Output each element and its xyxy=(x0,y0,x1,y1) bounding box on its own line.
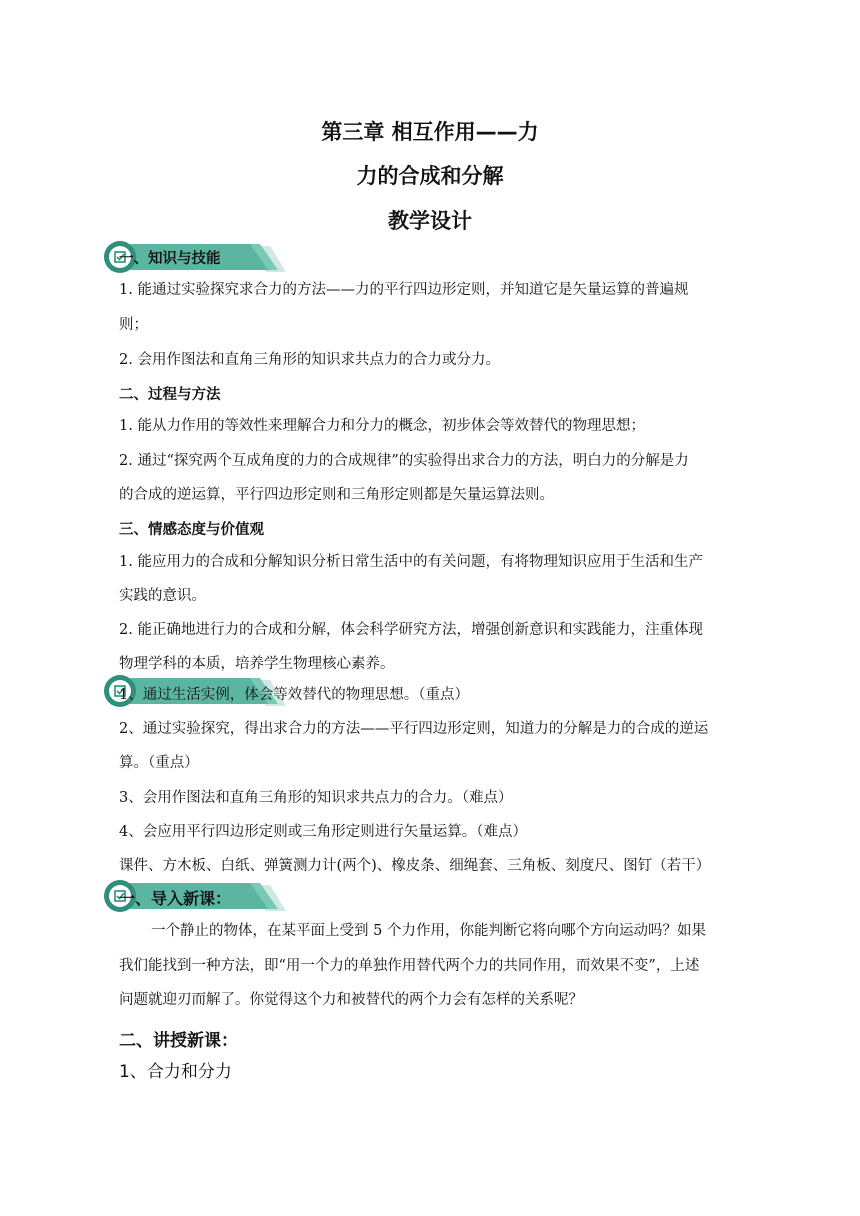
s1-item1-line1: 1. 能通过实验探究求合力的方法——力的平行四边形定则，并知道它是矢量运算的普遍规 xyxy=(119,282,689,298)
keypoint-4: 4、会应用平行四边形定则或三角形定则进行矢量运算。（难点） xyxy=(119,824,527,840)
s2-item2-line1: 2. 通过“探究两个互成角度的力的合成规律”的实验得出求合力的方法，明白力的分解是力 xyxy=(119,453,689,469)
s3-item2-line1: 2. 能正确地进行力的合成和分解，体会科学研究方法，增强创新意识和实践能力，注重体现 xyxy=(119,622,703,638)
section3-heading: 三、情感态度与价值观 xyxy=(119,522,264,538)
keypoint-2-line1: 2、通过实验探究，得出求合力的方法——平行四边形定则，知道力的分解是力的合成的逆运 xyxy=(119,721,709,737)
s3-item2-line2: 物理学科的本质，培养学生物理核心素养。 xyxy=(119,656,395,672)
keypoint-1: 1、通过生活实例，体会等效替代的物理思想。（重点） xyxy=(119,687,469,703)
section1-heading: 一、知识与技能 xyxy=(119,251,221,267)
keypoint-3: 3、会用作图法和直角三角形的知识求共点力的合力。（难点） xyxy=(119,790,513,806)
section2-heading: 二、过程与方法 xyxy=(119,387,221,403)
s1-item1-line2: 则； xyxy=(119,317,148,333)
chapter-title: 第三章 相互作用——力 xyxy=(321,120,539,144)
topic-title: 力的合成和分解 xyxy=(356,164,504,188)
s1-item2: 2. 会用作图法和直角三角形的知识求共点力的合力或分力。 xyxy=(119,352,500,368)
doc-type-title: 教学设计 xyxy=(388,209,472,233)
keypoint-2-line2: 算。（重点） xyxy=(119,755,199,771)
intro-line3: 问题就迎刃而解了。你觉得这个力和被替代的两个力会有怎样的关系呢？ xyxy=(119,992,583,1008)
s3-item1-line1: 1. 能应用力的合成和分解知识分析日常生活中的有关问题，有将物理知识应用于生活和生产 xyxy=(119,554,703,570)
section-banner-3 xyxy=(100,879,300,919)
new-lesson-heading: 二、讲授新课： xyxy=(119,1031,238,1051)
intro-heading: 一、导入新课： xyxy=(119,889,232,908)
intro-line2: 我们能找到一种方法，即“用一个力的单独作用替代两个力的共同作用，而效果不变”，上述 xyxy=(119,958,700,974)
materials-line: 课件、方木板、白纸、弹簧测力计(两个)、橡皮条、细绳套、三角板、刻度尺、图钉（若干） xyxy=(119,858,711,874)
s2-item2-line2: 的合成的逆运算，平行四边形定则和三角形定则都是矢量运算法则。 xyxy=(119,487,554,503)
s2-item1: 1. 能从力作用的等效性来理解合力和分力的概念，初步体会等效替代的物理思想； xyxy=(119,418,645,434)
subsection-1: 1、合力和分力 xyxy=(119,1062,232,1082)
section-banner-1 xyxy=(100,240,300,280)
intro-line1: 一个静止的物体，在某平面上受到 5 个力作用，你能判断它将向哪个方向运动吗？如果 xyxy=(151,923,706,939)
s3-item1-line2: 实践的意识。 xyxy=(119,588,206,604)
